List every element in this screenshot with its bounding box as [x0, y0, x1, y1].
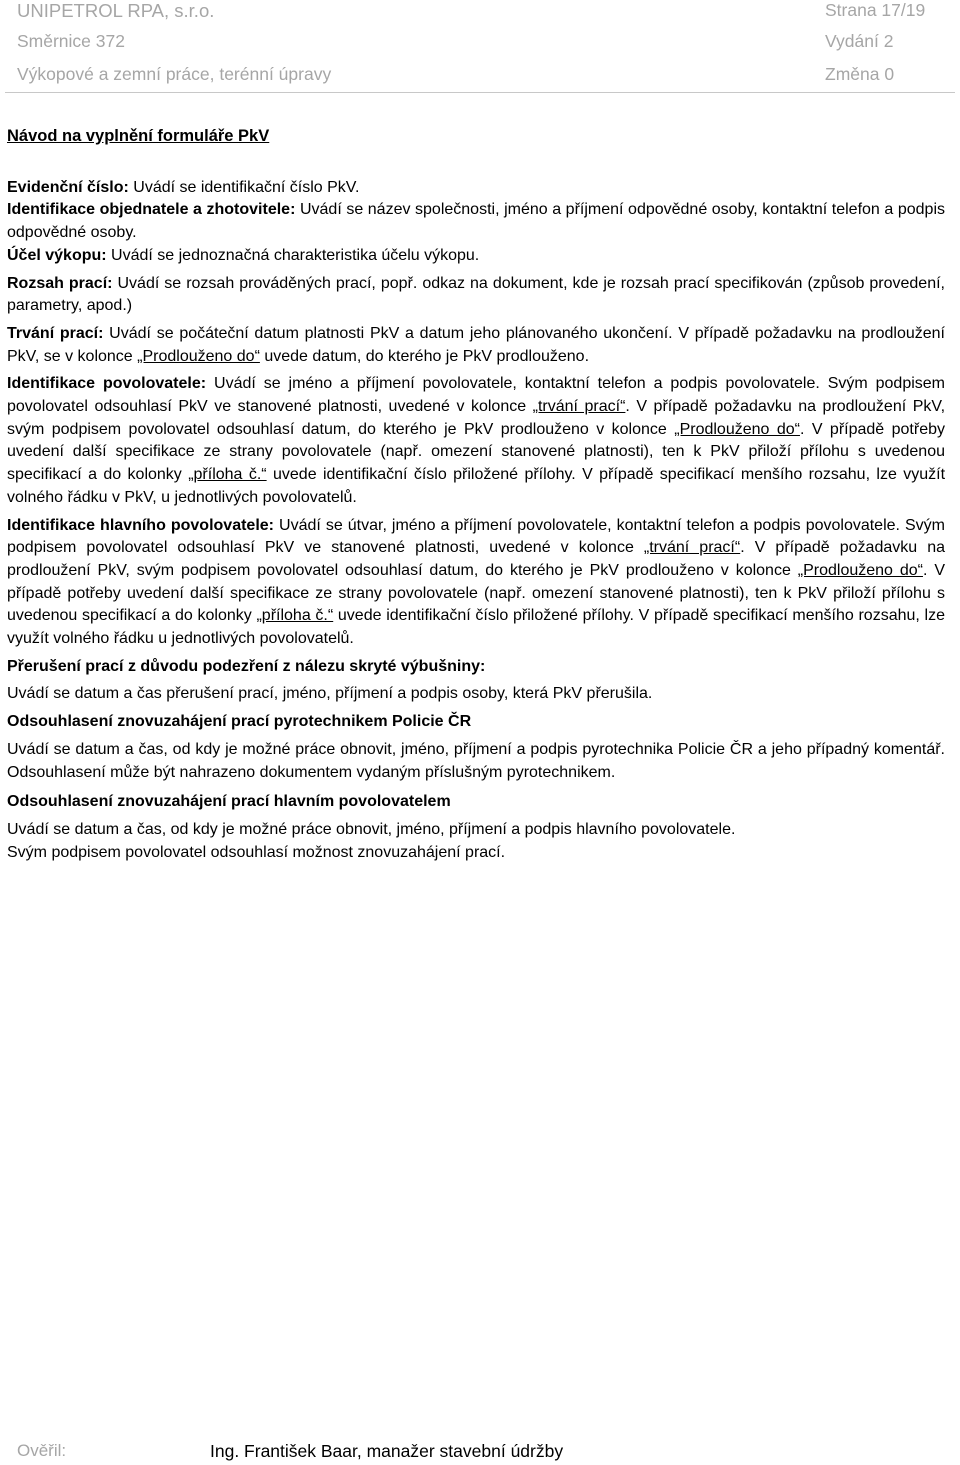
label: Účel výkopu:	[7, 246, 107, 264]
section-title: Návod na vyplnění formuláře PkV	[7, 127, 270, 145]
label: Identifikace objednatele a zhotovitele:	[7, 201, 296, 219]
paragraph-hlavni-povolovatel-1: Uvádí se datum a čas, od kdy je možné práce obnovit, jméno, příjmení a podpis hlavního povolovatele.	[7, 820, 736, 838]
footer	[17, 1441, 564, 1461]
verified-by: Ing. František Baar, manažer stavební údržby	[210, 1441, 564, 1461]
label: Trvání prací:	[7, 324, 104, 342]
column-ref: „trvání prací“	[532, 398, 626, 416]
paragraph-trvani-praci: Trvání prací: Uvádí se počáteční datum platnosti PkV a datum jeho plánovaného ukončení. V případě požadavku na prodloužení PkV, se v kolonce „Prodlouženo do“ uvede datum, do kterého je PkV prodlouženo.	[7, 324, 945, 365]
paragraph-identifikace-hlavniho-povolovatele: Identifikace hlavního povolovatele: Uvádí se útvar, jméno a příjmení povolovatele, kontaktní telefon a podpis povolovatele. Svým podpisem povolovatel odsouhlasí PkV ve stanovené platnosti, uvedené v kolonce „trvání prací“. V případě požadavku na prodloužení PkV, svým podpisem povolovatel odsouhlasí datum, do kterého je PkV prodlouženo v kolonce „Prodlouženo do“. V případě potřeby uvedení další specifikace ze strany povolovatele (např. omezení stanovené platnosti), ten k PkV přiloží přílohu s uvedenou specifikací a do kolonky „příloha č.“ uvede identifikační číslo přiložené přílohy. V případě specifikací menšího rozsahu, lze využít volného řádku u jednotlivých povolovatelů.	[7, 516, 945, 648]
label: Evidenční číslo:	[7, 178, 129, 196]
paragraph-hlavni-povolovatel-2: Svým podpisem povolovatel odsouhlasí možnost znovuzahájení prací.	[7, 843, 506, 861]
paragraph-preruseni-praci: Uvádí se datum a čas přerušení prací, jméno, příjmení a podpis osoby, která PkV přerušila.	[7, 685, 653, 703]
heading-hlavni-povolovatel: Odsouhlasení znovuzahájení prací hlavním povolovatelem	[7, 793, 451, 811]
directive-number: Směrnice 372	[17, 31, 125, 51]
verified-label: Ověřil:	[17, 1441, 67, 1460]
header-divider	[5, 92, 955, 93]
heading-preruseni-praci: Přerušení prací z důvodu podezření z nálezu skryté výbušniny:	[7, 657, 486, 675]
page-number: Strana 17/19	[825, 0, 926, 20]
paragraph-pyrotechnik: Uvádí se datum a čas, od kdy je možné práce obnovit, jméno, příjmení a podpis pyrotechnika Policie ČR a jeho případný komentář. Odsouhlasení může být nahrazeno dokumentem vydaným příslušným pyrotechnikem.	[7, 740, 945, 781]
paragraph-identifikace-povolovatele: Identifikace povolovatele: Uvádí se jméno a příjmení povolovatele, kontaktní telefon a podpis povolovatele. Svým podpisem povolovatel odsouhlasí PkV ve stanovené platnosti, uvedené v kolonce „trvání prací“. V případě požadavku na prodloužení PkV, svým podpisem povolovatel odsouhlasí datum, do kterého je PkV prodlouženo v kolonce „Prodlouženo do“. V případě potřeby uvedení další specifikace ze strany povolovatele (např. omezení stanovené platnosti), ten k PkV přiloží přílohu s uvedenou specifikací a do kolonky „příloha č.“ uvede identifikační číslo přiložené přílohy. V případě specifikací menšího rozsahu, lze využít volného řádku v PkV, u jednotlivých povolovatelů.	[7, 375, 946, 506]
paragraph-evidencni-cislo: Evidenční číslo: Uvádí se identifikační číslo PkV.	[7, 178, 360, 196]
column-ref: „trvání prací“	[643, 539, 741, 557]
paragraph-rozsah-praci: Rozsah prací: Uvádí se rozsah prováděných prací, popř. odkaz na dokument, kde je rozsah prací specifikován (způsob provedení, parametry, apod.)	[7, 274, 945, 315]
heading-pyrotechnik: Odsouhlasení znovuzahájení prací pyrotechnikem Policie ČR	[7, 713, 472, 731]
paragraph-ucel-vykopu: Účel výkopu: Uvádí se jednoznačná charakteristika účelu výkopu.	[7, 246, 480, 264]
column-ref: „Prodlouženo do“	[137, 347, 260, 365]
column-ref: „příloha č.“	[256, 607, 334, 625]
column-ref: „Prodlouženo do“	[797, 561, 923, 579]
label: Rozsah prací:	[7, 274, 113, 292]
column-ref: „Prodlouženo do“	[674, 420, 800, 438]
paragraph-identifikace-objednatele: Identifikace objednatele a zhotovitele: Uvádí se název společnosti, jméno a příjmení odpovědné osoby, kontaktní telefon a podpis odpovědné osoby.	[7, 201, 945, 242]
label: Identifikace povolovatele:	[7, 375, 207, 393]
label: Identifikace hlavního povolovatele:	[7, 516, 274, 534]
document-body	[7, 125, 945, 864]
column-ref: „příloha č.“	[188, 466, 267, 484]
document-subject: Výkopové a zemní práce, terénní úpravy	[17, 64, 332, 84]
company-name: UNIPETROL RPA, s.r.o.	[17, 0, 215, 21]
edition: Vydání 2	[825, 31, 894, 51]
change-number: Změna 0	[825, 64, 895, 84]
